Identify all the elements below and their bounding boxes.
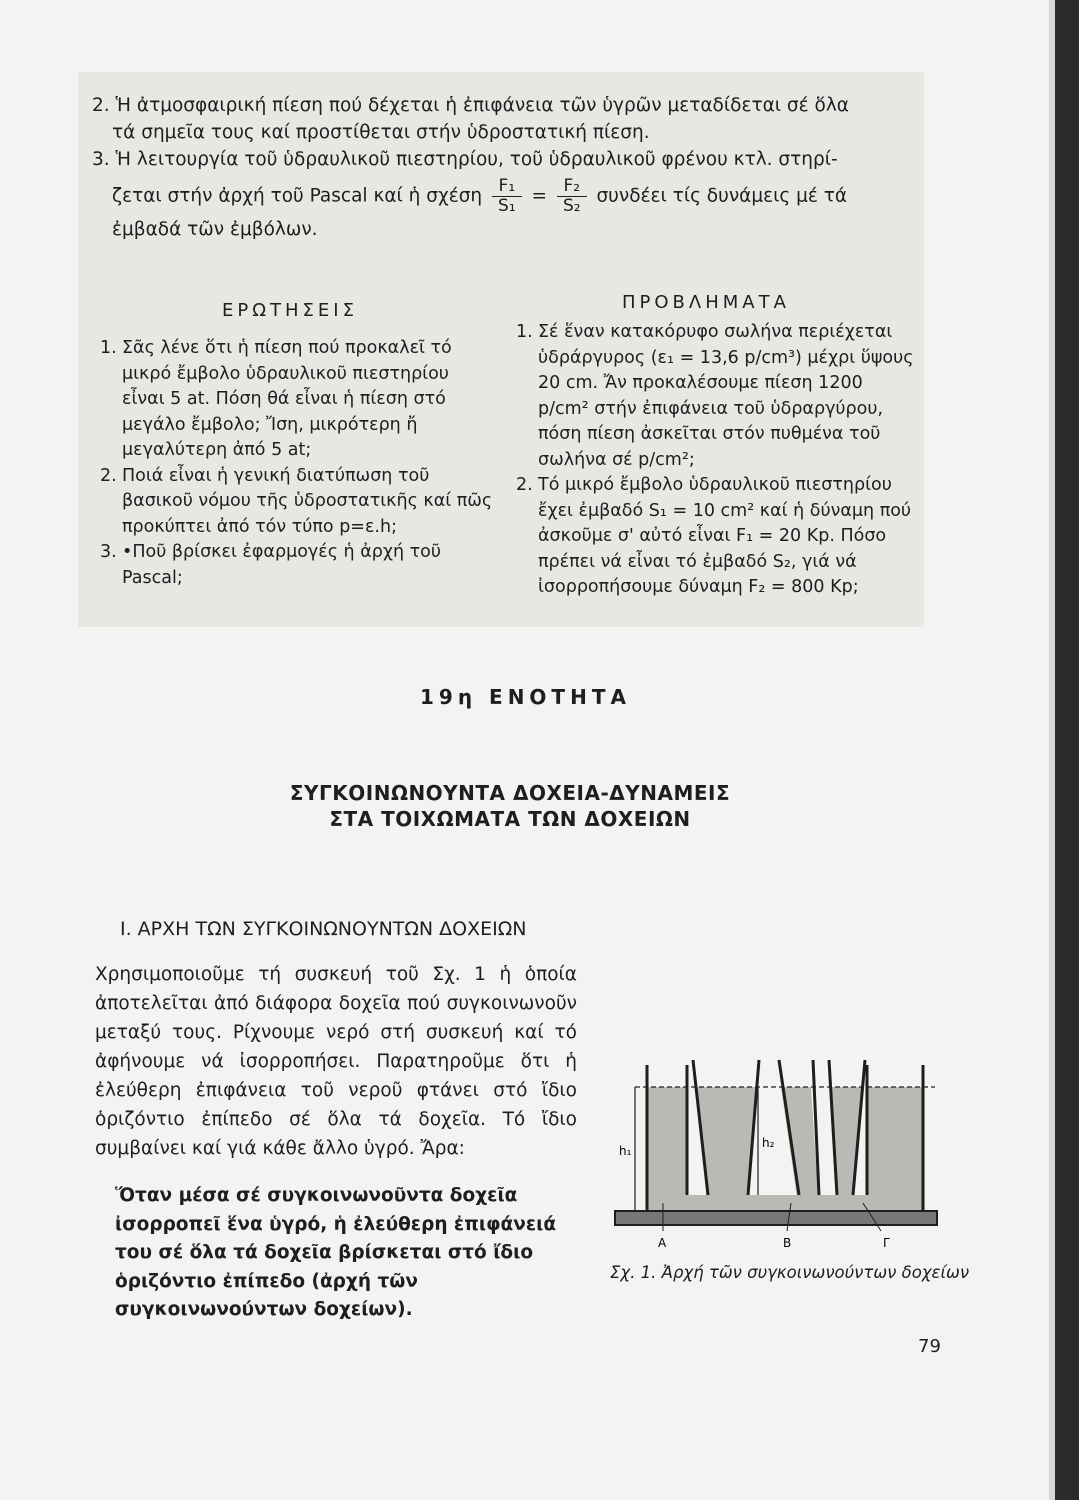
frac2-numerator: F₂ <box>557 177 587 197</box>
intro-line-1: 2. Ἡ ἀτμοσφαιρική πίεση πού δέχεται ἡ ἐπιφάνεια τῶν ὑγρῶν μεταδίδεται σέ ὅλα <box>92 95 849 116</box>
fraction-f2-s2 <box>557 177 587 216</box>
intro-line-5: ἐμβαδά τῶν ἐμβόλων. <box>112 219 318 240</box>
question-text: •Ποῦ βρίσκει ἐφαρμογές ἡ ἀρχή τοῦ Pascal; <box>122 542 441 588</box>
page-number: 79 <box>918 1336 941 1357</box>
intro-line-4 <box>92 177 912 216</box>
problem-item <box>516 473 916 601</box>
equals-sign: = <box>531 185 548 207</box>
page-edge-dark <box>1055 0 1079 1500</box>
problems-list <box>516 320 916 601</box>
communicating-vessels-figure <box>605 1055 945 1270</box>
question-text: Σᾶς λένε ὅτι ἡ πίεση πού προκαλεῖ τό μικρό ἔμβολο ὑδραυλικοῦ πιεστηρίου εἶναι 5 at. Πόση θά εἶναι ἡ πίεση στό μεγάλο ἔμβολο; Ἴση, μικρότερη ἤ μεγαλύτερη ἀπό 5 at; <box>122 338 452 460</box>
unit-title: 19η ΕΝΟΤΗΤΑ <box>420 685 631 709</box>
point-a-label: Α <box>658 1236 667 1250</box>
problem-number: 1. <box>516 322 533 342</box>
problems-heading: ΠΡΟΒΛΗΜΑΤΑ <box>622 292 790 313</box>
question-text: Ποιά εἶναι ἡ γενική διατύπωση τοῦ βασικοῦ νόμου τῆς ὑδροστατικῆς καί πῶς προκύπτει ἀπό τόν τύπο p=ε.h; <box>122 465 493 537</box>
body-paragraph: Χρησιμοποιοῦμε τή συσκευή τοῦ Σχ. 1 ἡ ὁποία ἀποτελεῖται ἀπό διάφορα δοχεῖα πού συγκοινωνοῦν μεταξύ τους. Ρίχνουμε νερό στή συσκευή καί τό ἀφήνουμε νά ἰσορροπήσει. Παρατηροῦμε ὅτι ἡ ἐλεύθερη ἐπιφάνεια τοῦ νεροῦ φτάνει στό ἴδιο ὁριζόντιο ἐπίπεδο σέ ὅλα τά δοχεῖα. Τό ἴδιο συμβαίνει καί γιά κάθε ἄλλο ὑγρό. Ἄρα: <box>95 964 577 1159</box>
problem-text: Σέ ἕναν κατακόρυφο σωλήνα περιέχεται ὑδράργυρος (ε₁ = 13,6 p/cm³) μέχρι ὕψους 20 cm. Ἄν προκαλέσουμε πίεση 1200 p/cm² στήν ἐπιφάνεια τοῦ ὑδραργύρου, πόση πίεση ἀσκεῖται στόν πυθμένα τοῦ σωλήνα σέ p/cm²; <box>538 322 914 470</box>
question-item <box>100 336 495 464</box>
communicating-vessels-diagram <box>605 1055 945 1270</box>
chapter-title-line-2: ΣΤΑ ΤΟΙΧΩΜΑΤΑ ΤΩΝ ΔΟΧΕΙΩΝ <box>329 807 691 831</box>
questions-list <box>100 336 495 591</box>
intro-line-4-after: συνδέει τίς δυνάμεις μέ τά <box>596 185 848 207</box>
h2-label: h₂ <box>762 1136 775 1150</box>
h1-label: h₁ <box>619 1144 632 1158</box>
intro-line-4-before: ζεται στήν ἀρχή τοῦ Pascal καί ἡ σχέση <box>112 185 483 207</box>
chapter-title-line-1: ΣΥΓΚΟΙΝΩΝΟΥΝΤΑ ΔΟΧΕΙΑ-ΔΥΝΑΜΕΙΣ <box>289 781 731 805</box>
frac2-denominator: S₂ <box>562 196 581 216</box>
problem-item <box>516 320 916 473</box>
section-heading: Ι. ΑΡΧΗ ΤΩΝ ΣΥΓΚΟΙΝΩΝΟΥΝΤΩΝ ΔΟΧΕΙΩΝ <box>120 918 527 940</box>
fraction-f1-s1 <box>492 177 522 216</box>
chapter-title <box>270 780 750 832</box>
figure-caption: Σχ. 1. Ἀρχή τῶν συγκοινωνούντων δοχείων <box>610 1263 970 1282</box>
question-number: 1. <box>100 338 117 358</box>
frac1-numerator: F₁ <box>492 177 522 197</box>
law-statement: Ὅταν μέσα σέ συγκοινωνοῦντα δοχεῖα ἰσορροπεῖ ἕνα ὑγρό, ἡ ἐλεύθερη ἐπιφάνειά του σέ ὅλα τά δοχεῖα βρίσκεται στό ἴδιο ὁριζόντιο ἐπίπεδο (ἀρχή τῶν συγκοινωνούντων δοχείων). <box>115 1185 557 1320</box>
questions-heading: ΕΡΩΤΗΣΕΙΣ <box>222 300 358 321</box>
problem-number: 2. <box>516 475 533 495</box>
point-b-label: Β <box>783 1236 792 1250</box>
question-item <box>100 464 495 541</box>
question-number: 3. <box>100 542 117 562</box>
intro-line-2: τά σημεῖα τους καί προστίθεται στήν ὑδροστατική πίεση. <box>112 122 650 143</box>
intro-summary <box>92 92 912 243</box>
intro-line-3: 3. Ἡ λειτουργία τοῦ ὑδραυλικοῦ πιεστηρίου, τοῦ ὑδραυλικοῦ φρένου κτλ. στηρί- <box>92 149 838 170</box>
question-item <box>100 540 495 591</box>
point-g-label: Γ <box>883 1236 890 1250</box>
frac1-denominator: S₁ <box>498 196 516 216</box>
question-number: 2. <box>100 465 117 486</box>
problem-text: Τό μικρό ἔμβολο ὑδραυλικοῦ πιεστηρίου ἔχει ἐμβαδό S₁ = 10 cm² καί ἡ δύναμη πού ἀσκοῦμε σ' αὐτό εἶναι F₁ = 20 Kp. Πόσο πρέπει νά εἶναι τό ἐμβαδό S₂, γιά νά ἰσορροπήσουμε δύναμη F₂ = 800 Kp; <box>538 475 912 597</box>
